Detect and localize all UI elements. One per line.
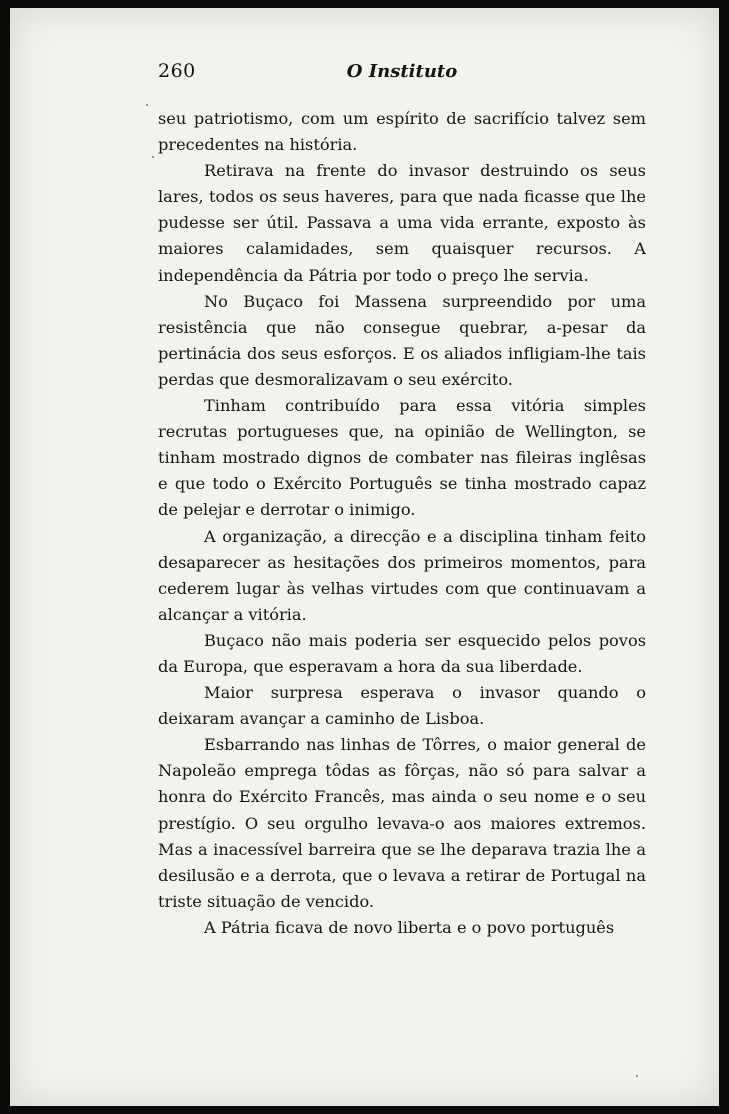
paragraph-4: Tinham contribuído para essa vitória simples recrutas portugueses que, na opinião de Wellington, se tinham mostrado dignos de combater nas fileiras inglêsas e que todo o Exército Português se tinha mostrado capaz de pelejar e derrotar o inimigo. <box>158 396 646 520</box>
scan-speck <box>636 1075 638 1077</box>
running-title: O Instituto <box>346 61 458 82</box>
paragraph-1: seu patriotismo, com um espírito de sacrifício talvez sem precedentes na história. <box>158 109 646 155</box>
paragraph-7: Maior surpresa esperava o invasor quando o deixaram avançar a caminho de Lisboa. <box>158 683 646 729</box>
paragraph-2: Retirava na frente do invasor destruindo os seus lares, todos os seus haveres, para que nada ficasse que lhe pudesse ser útil. Passava a uma vida errante, exposto às maiores calamidades, sem quaisquer recursos. A independência da Pátria por todo o preço lhe servia. <box>158 161 646 285</box>
scan-speck <box>146 104 148 106</box>
paragraph-3: No Buçaco foi Massena surpreendido por uma resistência que não consegue quebrar, a-pesar da pertinácia dos seus esforços. E os aliados infligiam-lhe tais perdas que desmoralizavam o seu exército. <box>158 291 646 389</box>
page-number: 260 <box>158 60 196 82</box>
body-text <box>158 106 646 941</box>
paragraph-9: A Pátria ficava de novo liberta e o povo português <box>204 917 615 937</box>
page-header <box>158 60 646 86</box>
scan-speck <box>152 156 154 158</box>
paragraph-8: Esbarrando nas linhas de Tôrres, o maior general de Napoleão emprega tôdas as fôrças, não só para salvar a honra do Exército Francês, mas ainda o seu nome e o seu prestígio. O seu orgulho levava-o aos maiores extremos. Mas a inacessível barreira que se lhe deparava trazia lhe a desilusão e a derrota, que o levava a retirar de Portugal na triste situação de vencido. <box>158 735 646 911</box>
paragraph-5: A organização, a direcção e a disciplina tinham feito desaparecer as hesitações dos primeiros momentos, para cederem lugar às velhas virtudes com que continuavam a alcançar a vitória. <box>158 526 646 624</box>
paragraph-6: Buçaco não mais poderia ser esquecido pelos povos da Europa, que esperavam a hora da sua liberdade. <box>158 630 646 676</box>
